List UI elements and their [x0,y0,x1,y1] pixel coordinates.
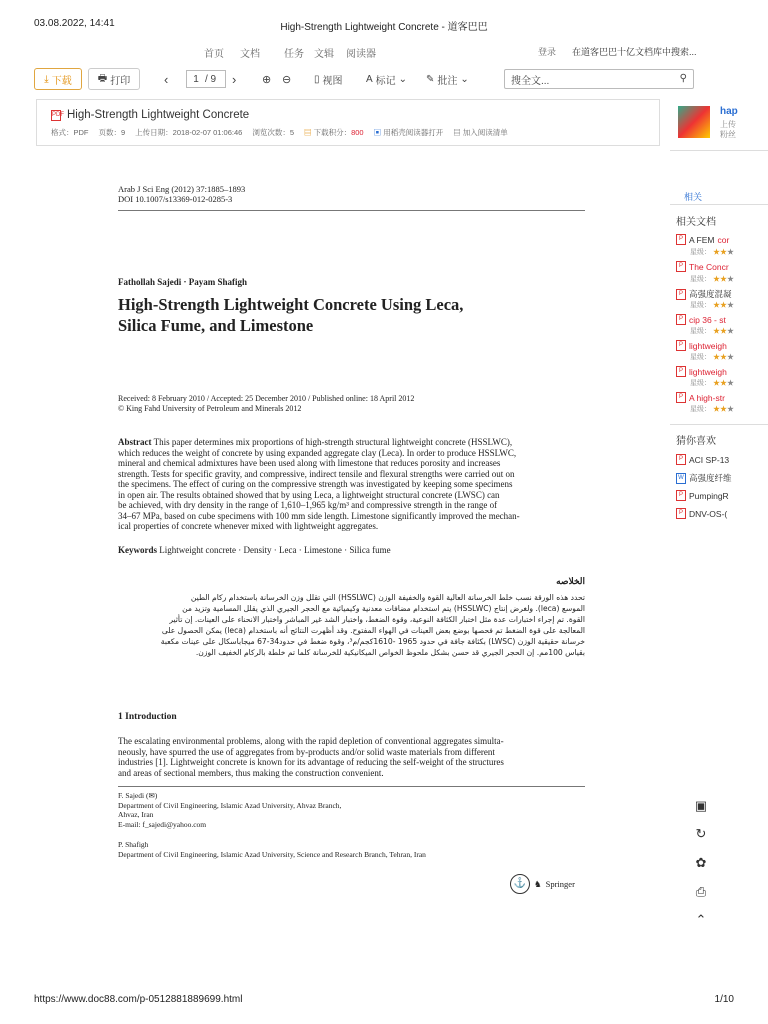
guess-item[interactable]: P ACI SP-13 [676,454,768,465]
chevron-down-icon: ⌄ [460,73,469,85]
top-nav [0,42,768,62]
intro-line: industries [1]. Lightweight concrete is known for its advantage of reducing the self-weight of the structures [118,757,504,767]
meta-format: 格式：PDF [51,128,89,137]
arabic-line: خرسانة حقيقية الوزن (LWSC) بكثافة جافة في حدود 1965 -1610كجم/م³، وقوة ضغط في حدود34-67 ميجاباسكال على عينات مكعبة [160,637,585,646]
arabic-heading: الخلاصه [556,576,585,586]
zoom-in-icon[interactable]: ⊕ [262,73,272,86]
download-label: 下载 [51,75,72,87]
footer-page: 1/10 [714,994,734,1005]
springer-horse-icon: ♞ [534,878,542,889]
abstract-line: This paper determines mix proportions of high-strength structural lightweight concrete (HSSLWC), [153,437,513,447]
mark-label: 标记 [375,75,396,87]
pdf-icon: P [676,508,686,519]
view-icon: ▯ [314,73,320,85]
arabic-line: الموسع (leca). ولغرض إنتاج (HSSLWC) يتم استخدام مضافات معدنية وكيميائية مع الحجر الجيري الذي يقلل المسامية وتزيد من [182,604,585,613]
pdf-icon: PDF [51,110,61,121]
paper-title-1: High-Strength Lightweight Concrete Using Leca, [118,295,464,314]
promo-thumb[interactable] [678,106,710,138]
pdf-icon: P [676,454,686,465]
download-icon: ⤓ [44,73,49,85]
page-current: 1 [193,73,199,85]
aff-line: P. Shafigh [118,840,149,849]
view-label: 视图 [322,75,343,87]
prev-page-icon[interactable]: ‹ [164,71,169,87]
mark-button[interactable] [366,68,407,90]
aff-line: Department of Civil Engineering, Islamic Azad University, Science and Research Branch, Tehran, Iran [118,849,426,859]
abstract-line: strength. Tests for specific gravity, and compressive, indirect tensile and flexural strengths were carried out on [118,468,515,479]
clipboard-icon[interactable]: ▣ [694,798,708,813]
promo-title[interactable]: hap [720,106,738,117]
rating: 星级： ★★★ [690,276,734,283]
printer-icon: 🖶 [97,72,108,84]
print-header [0,0,768,34]
rating: 星级： ★★★ [690,249,734,256]
arabic-line: المعالجة على قوة الضغط تم فحصها بوضع بعض العينات في الهواء المفتوح. وقد أظهرت النتائج أنه باستخدام (leca) يمكن الحصول على [161,626,585,635]
chevron-down-icon: ⌄ [398,73,408,85]
comment-button[interactable] [426,68,469,90]
intro-text [118,736,585,778]
aff-line: F. Sajedi (✉) [118,791,158,800]
pdf-icon: P [676,289,686,300]
page-total: / 9 [205,73,217,85]
abstract-line: be achieved, with dry density in the range of 1,610–1,965 kg/m³ and compressive strength in the range of [118,500,498,510]
keywords-list: Lightweight concrete · Density · Leca · Limestone · Silica fume [159,545,391,555]
divider [670,150,768,151]
print-datetime: 03.08.2022, 14:41 [34,18,115,29]
search-input[interactable] [504,69,694,89]
doc-title: High-Strength Lightweight Concrete [67,109,250,121]
nav-login[interactable]: 登录 [538,47,557,57]
open-reader-link[interactable]: ▣ 用稻壳阅读器打开 [373,128,444,137]
pdf-icon: P [676,314,686,325]
page-input[interactable] [186,70,226,88]
rating: 星级： ★★★ [690,328,734,335]
next-page-icon[interactable]: › [232,71,237,87]
arabic-line: القوة. تم إجراء اختبارات عدة مثل اختبار الكثافة النوعية، وقوة الضغط، واختبار الشد غير المباشر واختبار الانحناء على العينات. إن تأثير [169,615,585,624]
refresh-icon[interactable]: ↻ [695,826,707,841]
pdf-icon: P [676,490,686,501]
related-item[interactable]: P A FEM cor [676,234,768,245]
rating: 星级： ★★★ [690,354,734,361]
intro-heading: 1 Introduction [118,712,177,722]
rating: 星级： ★★★ [690,380,734,387]
pdf-icon: P [676,366,686,377]
viewer-toolbar [34,66,687,92]
pdf-icon: P [676,261,686,272]
related-item[interactable]: P cip 36 - st [676,314,768,325]
right-sidebar [670,100,768,1000]
abstract [118,437,585,532]
print-title: High-Strength Lightweight Concrete - 道客巴巴 [280,22,488,33]
kfupm-seal-icon: ⚓ [510,874,530,894]
related-item[interactable]: P A high-str [676,392,768,403]
meta-views: 浏览次数：5 [252,128,294,137]
footer-url: https://www.doc88.com/p-0512881889699.html [34,994,243,1005]
pdf-icon: P [676,392,686,403]
search-placeholder: 搜全文... [511,75,550,87]
doc-meta [51,127,508,138]
arabic-abstract [118,592,585,658]
pdf-icon: P [676,340,686,351]
search-icon[interactable]: ⚲ [679,73,687,84]
promo-sub2: 粉丝 [720,130,736,139]
back-to-top-icon[interactable]: ⌃ [695,912,707,927]
nav-reader[interactable]: 阅读器 [346,49,376,60]
tab-related[interactable]: 相关 [684,192,703,202]
nav-collections[interactable]: 文辑 [314,49,334,60]
print-float-icon[interactable]: ⎙ [695,884,707,899]
meta-pages: 页数：9 [98,128,126,137]
related-heading: 相关文档 [676,217,716,228]
affiliation-1 [118,791,341,829]
authors: Fathollah Sajedi · Payam Shafigh [118,277,248,287]
intro-line: neously, have spurred the use of aggregates from by-products and/or solid waste materials from different [118,746,495,757]
abstract-line: in open air. The results obtained showed that by using Leca, a lightweight structural concrete (LWSC) can [118,489,500,500]
abstract-line: mineral and chemical admixtures have been used along with limestone that reduces porosity and increases [118,458,501,468]
download-button[interactable] [34,68,82,90]
footnote-rule [118,786,585,787]
guess-item[interactable]: P DNV-OS-( [676,508,768,519]
guess-item[interactable]: W 高强度纤维 [676,472,768,484]
publisher-name: Springer [545,879,575,889]
zoom-out-icon[interactable]: ⊖ [282,73,292,86]
header-rule [118,210,585,211]
abstract-line: ical properties of concrete whenever mixed with lightweight aggregates. [118,521,379,531]
publisher-logo [510,874,575,894]
abstract-line: 34–67 MPa, based on cube specimens with 100 mm side length. Limestone significantly improved the mechan- [118,510,520,521]
arabic-line: تحدد هذه الورقة نسب خلط الخرسانة العالية القوة والخفيفة الوزن (HSSLWC) التي تقلل وزن الخرسانة باستخدام ركام الطين [190,593,585,602]
print-label: 打印 [110,75,131,87]
related-item[interactable]: P 高强度混凝 [676,288,768,300]
nav-tasks[interactable]: 任务 [284,49,304,60]
intro-line: and areas of sectional members, thus making the construction convenient. [118,767,384,778]
document-page [38,150,666,990]
abstract-line: the specimens. The effect of curing on the compressive strength was investigated by keeping some specimens [118,479,513,489]
arabic-line: بقياس 100مم. إن الحجر الجيري قد حسن بشكل ملحوظ الخواص الميكانيكية للخرسانة كلما تم خلطة بالركام الخفيف الوزن. [195,648,585,657]
copyright-line: © King Fahd University of Petroleum and Minerals 2012 [118,404,302,413]
coin-icon: ▤ [304,128,312,137]
list-icon: ▤ [453,128,461,137]
doc-info-card [36,99,660,146]
meta-uploaded: 上传日期：2018-02-07 01:06:46 [135,128,243,137]
received-line: Received: 8 February 2010 / Accepted: 25 December 2010 / Published online: 18 April 2012 [118,394,415,403]
aff-line: Department of Civil Engineering, Islamic Azad University, Ahvaz Branch, [118,800,342,810]
journal-line: Arab J Sci Eng (2012) 37:1885–1893 [118,184,246,194]
word-icon: W [676,473,686,484]
print-button[interactable] [88,68,140,90]
related-item[interactable]: P lightweigh [676,340,768,351]
paper-title-2: Silica Fume, and Limestone [118,316,314,335]
reader-icon: ▣ [373,128,382,137]
pen-icon: ✎ [426,73,435,85]
view-button[interactable] [314,68,343,90]
meta-points: ▤ 下载积分：800 [304,128,364,137]
guess-item[interactable]: P PumpingR [676,490,768,501]
promo-sub1: 上传 [720,120,736,129]
aff-line: E-mail: f_sajedi@yahoo.com [118,819,207,829]
wechat-icon[interactable]: ✿ [695,855,707,870]
intro-line: The escalating environmental problems, along with the rapid depletion of conventional aggregates simulta- [118,736,504,746]
aff-line: Ahvaz, Iran [118,810,154,819]
nav-search-hint[interactable]: 在道客巴巴十亿文档库中搜索... [572,47,697,57]
related-item[interactable]: P The Concr [676,261,768,272]
nav-home[interactable]: 首页 [204,49,224,60]
comment-label: 批注 [437,75,458,87]
pdf-icon: P [676,234,686,245]
mark-icon: A [366,73,373,85]
doi-line: DOI 10.1007/s13369-012-0285-3 [118,194,233,204]
keywords [118,545,391,555]
rating: 星级： ★★★ [690,302,734,309]
abstract-label: Abstract [118,437,152,447]
divider [670,424,768,425]
related-item[interactable]: P lightweigh [676,366,768,377]
abstract-line: which reduces the weight of concrete by using expanded aggregate clay (Leca). In order to produce HSSLWC, [118,447,517,458]
nav-docs[interactable]: 文档 [240,49,260,60]
divider [670,204,768,205]
add-list-link[interactable]: ▤ 加入阅读清单 [453,128,508,137]
rating: 星级： ★★★ [690,406,734,413]
keywords-label: Keywords [118,545,157,555]
guess-heading: 猜你喜欢 [676,436,716,447]
affiliation-2 [118,840,426,859]
